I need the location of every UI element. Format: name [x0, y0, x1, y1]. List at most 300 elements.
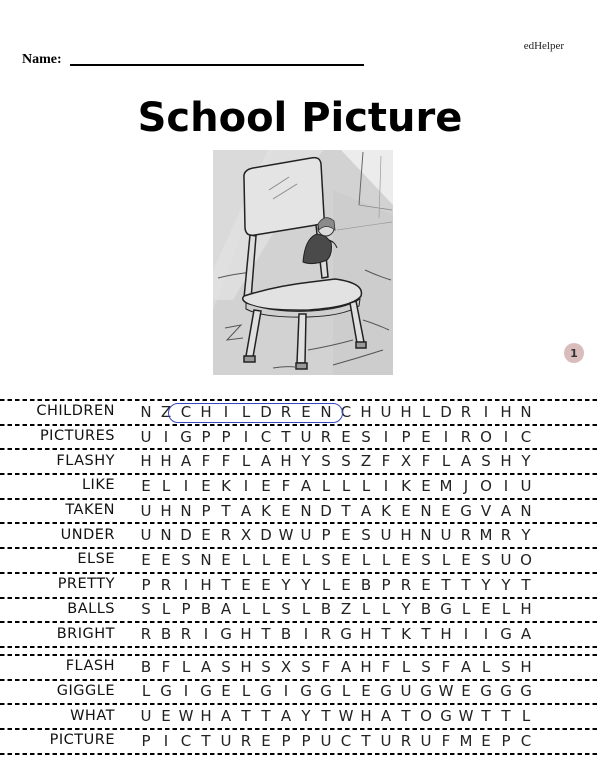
letter-cell: G: [200, 682, 212, 701]
letter-cell: H: [360, 657, 372, 676]
letter-cell: C: [180, 402, 192, 421]
letter-cell: E: [361, 682, 371, 701]
letter-cell: R: [320, 427, 332, 446]
word-label: TAKEN: [65, 502, 115, 519]
letter-cell: F: [441, 731, 451, 750]
letter-cell: N: [200, 550, 212, 569]
letter-cell: T: [261, 625, 271, 644]
letter-cell: R: [240, 731, 252, 750]
letter-cell: L: [241, 682, 251, 701]
word-label: GIGGLE: [56, 682, 115, 699]
letter-cell: Y: [481, 575, 491, 594]
letter-cell: A: [300, 476, 312, 495]
letter-cell: I: [223, 402, 229, 421]
letter-cell: L: [241, 402, 251, 421]
letter-cell: K: [381, 501, 391, 520]
letter-cell: Y: [301, 452, 311, 471]
letter-cell: D: [320, 501, 332, 520]
letter-cell: G: [520, 682, 532, 701]
letter-cell: P: [181, 600, 191, 619]
page-number-badge: 1: [564, 343, 584, 363]
letter-cell: A: [340, 657, 352, 676]
letter-cell: U: [220, 731, 232, 750]
letter-cell: T: [221, 501, 231, 520]
word-search-row: [0, 424, 600, 449]
letter-cell: S: [141, 600, 151, 619]
letter-cell: D: [260, 402, 272, 421]
letter-cell: T: [481, 707, 491, 726]
word-search-row: [0, 522, 600, 547]
letter-cell: K: [261, 501, 271, 520]
letter-cell: E: [481, 731, 491, 750]
word-search-row: [0, 547, 600, 572]
letter-cell: L: [341, 682, 351, 701]
letter-cell: E: [261, 476, 271, 495]
letter-cell: I: [243, 427, 249, 446]
letter-cell: A: [220, 707, 232, 726]
letter-cell: A: [260, 452, 272, 471]
letter-cell: R: [460, 526, 472, 545]
name-row: [22, 52, 364, 68]
letter-cell: T: [521, 575, 531, 594]
word-search-row: [0, 448, 600, 473]
letter-cell: G: [440, 707, 452, 726]
letter-cell: U: [400, 682, 412, 701]
letter-cell: S: [321, 452, 331, 471]
letter-cell: U: [320, 731, 332, 750]
letter-cell: P: [501, 731, 511, 750]
word-search-row: [0, 679, 600, 704]
letters-row: [136, 551, 536, 569]
letter-cell: I: [183, 682, 189, 701]
letter-cell: S: [421, 550, 431, 569]
word-label: LIKE: [81, 477, 115, 494]
letter-cell: G: [420, 682, 432, 701]
letter-cell: G: [340, 625, 352, 644]
letter-cell: U: [380, 731, 392, 750]
letter-cell: R: [400, 731, 412, 750]
letter-cell: E: [281, 501, 291, 520]
letter-cell: A: [240, 501, 252, 520]
letter-cell: N: [180, 501, 192, 520]
letter-cell: E: [421, 575, 431, 594]
letter-cell: M: [479, 526, 493, 545]
letter-cell: I: [183, 476, 189, 495]
letter-cell: T: [201, 731, 211, 750]
word-search-row: [0, 728, 600, 753]
letter-cell: I: [483, 402, 489, 421]
letter-cell: E: [341, 550, 351, 569]
letter-cell: C: [520, 427, 532, 446]
letter-cell: T: [501, 707, 511, 726]
letter-cell: L: [261, 600, 271, 619]
letter-cell: L: [361, 476, 371, 495]
letters-row: [136, 732, 536, 750]
letter-cell: U: [440, 526, 452, 545]
letter-cell: L: [401, 657, 411, 676]
letter-cell: P: [201, 427, 211, 446]
letter-cell: I: [483, 625, 489, 644]
letter-cell: W: [338, 707, 354, 726]
letter-cell: S: [301, 657, 311, 676]
letter-cell: U: [300, 526, 312, 545]
letter-cell: S: [261, 657, 271, 676]
letters-row: [136, 625, 536, 643]
letter-cell: T: [401, 707, 411, 726]
letter-cell: S: [361, 427, 371, 446]
letter-cell: G: [180, 427, 192, 446]
letter-cell: L: [241, 600, 251, 619]
letter-cell: G: [460, 501, 472, 520]
letter-cell: O: [480, 476, 492, 495]
letter-cell: L: [361, 600, 371, 619]
letter-cell: L: [241, 550, 251, 569]
letter-cell: L: [261, 550, 271, 569]
letter-cell: F: [161, 657, 171, 676]
letter-cell: L: [321, 476, 331, 495]
letter-cell: P: [201, 501, 211, 520]
letter-cell: E: [281, 550, 291, 569]
letter-cell: E: [341, 526, 351, 545]
word-label: BRIGHT: [56, 625, 115, 642]
page-title: School Picture: [137, 95, 463, 141]
letter-cell: R: [460, 402, 472, 421]
letter-cell: A: [380, 707, 392, 726]
letter-cell: M: [459, 731, 473, 750]
letter-cell: E: [461, 550, 471, 569]
letters-row: [136, 403, 536, 421]
letters-row: [136, 707, 536, 725]
letter-cell: R: [320, 625, 332, 644]
letter-cell: K: [401, 625, 411, 644]
word-search-row: [0, 597, 600, 622]
letter-cell: G: [500, 625, 512, 644]
letter-cell: I: [443, 427, 449, 446]
letter-cell: L: [501, 600, 511, 619]
letter-cell: L: [241, 452, 251, 471]
letter-cell: E: [241, 575, 251, 594]
name-input-line[interactable]: [70, 63, 364, 66]
letter-cell: E: [341, 427, 351, 446]
letter-cell: L: [481, 657, 491, 676]
letter-cell: P: [321, 526, 331, 545]
word-search-row: [0, 621, 600, 646]
letter-cell: L: [361, 550, 371, 569]
letter-cell: E: [481, 600, 491, 619]
letter-cell: E: [261, 731, 271, 750]
word-search-row: [0, 703, 600, 728]
letter-cell: H: [200, 575, 212, 594]
letter-cell: L: [161, 476, 171, 495]
letter-cell: X: [280, 657, 292, 676]
word-label: ELSE: [77, 551, 115, 568]
letter-cell: Z: [360, 452, 372, 471]
letter-cell: W: [278, 526, 294, 545]
letter-cell: T: [221, 575, 231, 594]
letter-cell: F: [221, 452, 231, 471]
letter-cell: E: [201, 476, 211, 495]
letter-cell: H: [200, 707, 212, 726]
letter-cell: A: [360, 501, 372, 520]
letter-cell: S: [281, 600, 291, 619]
letter-cell: S: [481, 452, 491, 471]
letter-cell: B: [280, 625, 292, 644]
letter-cell: E: [401, 550, 411, 569]
letter-cell: W: [458, 707, 474, 726]
letter-cell: F: [421, 452, 431, 471]
letter-cell: O: [420, 707, 432, 726]
letter-cell: I: [163, 731, 169, 750]
letter-cell: F: [321, 657, 331, 676]
letter-cell: E: [221, 550, 231, 569]
letter-cell: E: [201, 526, 211, 545]
letter-cell: L: [441, 550, 451, 569]
letter-cell: U: [140, 427, 152, 446]
letter-cell: E: [421, 476, 431, 495]
found-word-outline: [168, 403, 343, 423]
letter-cell: L: [381, 550, 391, 569]
letter-cell: B: [320, 600, 332, 619]
letter-cell: N: [300, 501, 312, 520]
letter-cell: Y: [301, 707, 311, 726]
letter-cell: U: [520, 476, 532, 495]
puzzle-group: [0, 654, 600, 755]
letter-cell: O: [480, 427, 492, 446]
letter-cell: I: [303, 625, 309, 644]
letter-cell: E: [221, 682, 231, 701]
letter-cell: S: [181, 550, 191, 569]
letter-cell: L: [441, 452, 451, 471]
letters-row: [136, 576, 536, 594]
letter-cell: B: [360, 575, 372, 594]
letter-cell: H: [500, 452, 512, 471]
name-label: Name:: [22, 52, 62, 67]
letter-cell: H: [360, 625, 372, 644]
letter-cell: O: [520, 550, 532, 569]
letter-cell: H: [360, 402, 372, 421]
word-search-row: [0, 399, 600, 424]
letter-cell: A: [460, 452, 472, 471]
letter-cell: D: [440, 402, 452, 421]
letter-cell: H: [280, 452, 292, 471]
word-search-row: [0, 572, 600, 597]
letter-cell: Y: [401, 600, 411, 619]
letter-cell: H: [240, 657, 252, 676]
letter-cell: E: [461, 682, 471, 701]
letter-cell: R: [160, 575, 172, 594]
letter-cell: Z: [160, 402, 172, 421]
word-label: BALLS: [67, 600, 115, 617]
word-label: PICTURE: [49, 732, 115, 749]
letter-cell: I: [503, 476, 509, 495]
letter-cell: W: [438, 682, 454, 701]
letter-cell: P: [141, 575, 151, 594]
letter-cell: L: [461, 600, 471, 619]
letter-cell: R: [140, 625, 152, 644]
letter-cell: H: [400, 526, 412, 545]
word-label: FLASHY: [56, 452, 115, 469]
letter-cell: C: [260, 427, 272, 446]
letter-cell: H: [360, 707, 372, 726]
letter-cell: R: [500, 526, 512, 545]
letter-cell: C: [180, 731, 192, 750]
letter-cell: F: [281, 476, 291, 495]
letter-cell: R: [400, 575, 412, 594]
letter-cell: A: [460, 657, 472, 676]
letter-cell: T: [361, 731, 371, 750]
letter-cell: K: [221, 476, 231, 495]
letter-cell: F: [381, 452, 391, 471]
letter-cell: I: [383, 476, 389, 495]
letter-cell: Y: [301, 575, 311, 594]
letters-row: [136, 682, 536, 700]
letters-row: [136, 600, 536, 618]
word-label: WHAT: [70, 707, 115, 724]
letter-cell: X: [240, 526, 252, 545]
letter-cell: T: [341, 501, 351, 520]
letter-cell: N: [420, 501, 432, 520]
letter-cell: B: [420, 600, 432, 619]
word-search-row: [0, 473, 600, 498]
letter-cell: H: [200, 402, 212, 421]
letter-cell: U: [300, 427, 312, 446]
letter-cell: W: [178, 707, 194, 726]
letter-cell: P: [281, 731, 291, 750]
letter-cell: I: [383, 427, 389, 446]
letter-cell: U: [380, 526, 392, 545]
letter-cell: E: [441, 501, 451, 520]
letter-cell: K: [401, 476, 411, 495]
letter-cell: A: [520, 625, 532, 644]
letter-cell: L: [301, 600, 311, 619]
letter-cell: A: [500, 501, 512, 520]
letter-cell: F: [201, 452, 211, 471]
letter-cell: A: [200, 657, 212, 676]
letter-cell: G: [260, 682, 272, 701]
letter-cell: L: [321, 575, 331, 594]
word-search-puzzle: [0, 399, 600, 755]
letter-cell: H: [440, 625, 452, 644]
letter-cell: S: [341, 452, 351, 471]
letter-cell: S: [501, 657, 511, 676]
letter-cell: C: [340, 731, 352, 750]
letter-cell: U: [140, 501, 152, 520]
letter-cell: L: [521, 707, 531, 726]
letter-cell: H: [520, 657, 532, 676]
letter-cell: L: [181, 657, 191, 676]
letter-cell: L: [161, 600, 171, 619]
letter-cell: H: [160, 501, 172, 520]
letter-cell: N: [140, 402, 152, 421]
letter-cell: S: [221, 657, 231, 676]
letter-cell: C: [520, 731, 532, 750]
letter-cell: I: [503, 427, 509, 446]
letters-row: [136, 428, 536, 446]
letter-cell: U: [500, 550, 512, 569]
letter-cell: R: [460, 427, 472, 446]
letter-cell: U: [420, 731, 432, 750]
letters-row: [136, 526, 536, 544]
letters-row: [136, 502, 536, 520]
word-label: PICTURES: [39, 428, 115, 445]
letter-cell: E: [421, 427, 431, 446]
letter-cell: E: [301, 402, 311, 421]
letter-cell: S: [321, 550, 331, 569]
letter-cell: H: [400, 402, 412, 421]
letter-cell: H: [520, 600, 532, 619]
letter-cell: R: [220, 526, 232, 545]
letter-cell: R: [180, 625, 192, 644]
letter-cell: N: [320, 402, 332, 421]
word-search-row: [0, 498, 600, 523]
letter-cell: Y: [281, 575, 291, 594]
letter-cell: E: [141, 550, 151, 569]
letter-cell: E: [261, 575, 271, 594]
letter-cell: G: [300, 682, 312, 701]
letter-cell: P: [141, 731, 151, 750]
letter-cell: G: [500, 682, 512, 701]
letter-cell: S: [481, 550, 491, 569]
letter-cell: D: [260, 526, 272, 545]
letter-cell: Z: [340, 600, 352, 619]
letter-cell: V: [480, 501, 492, 520]
letter-cell: P: [221, 427, 231, 446]
letter-cell: E: [161, 550, 171, 569]
letter-cell: H: [500, 402, 512, 421]
letter-cell: S: [421, 657, 431, 676]
letter-cell: E: [401, 501, 411, 520]
letter-cell: N: [160, 526, 172, 545]
letter-cell: Y: [521, 526, 531, 545]
letter-cell: X: [400, 452, 412, 471]
letter-cell: H: [240, 625, 252, 644]
letter-cell: T: [421, 625, 431, 644]
letter-cell: R: [280, 402, 292, 421]
letter-cell: Y: [521, 452, 531, 471]
word-label: PRETTY: [57, 576, 115, 593]
letters-row: [136, 452, 536, 470]
letter-cell: B: [160, 625, 172, 644]
letter-cell: G: [160, 682, 172, 701]
letter-cell: I: [203, 625, 209, 644]
letter-cell: A: [280, 707, 292, 726]
letter-cell: B: [140, 657, 152, 676]
letter-cell: T: [381, 625, 391, 644]
letter-cell: N: [520, 501, 532, 520]
letter-cell: A: [180, 452, 192, 471]
worksheet-illustration: [213, 150, 393, 375]
letters-row: [136, 658, 536, 676]
letter-cell: G: [440, 600, 452, 619]
letter-cell: L: [341, 476, 351, 495]
letter-cell: T: [241, 707, 251, 726]
letter-cell: A: [220, 600, 232, 619]
letter-cell: F: [441, 657, 451, 676]
letter-cell: T: [281, 427, 291, 446]
letter-cell: F: [381, 657, 391, 676]
letter-cell: I: [283, 682, 289, 701]
letter-cell: E: [141, 476, 151, 495]
letter-cell: L: [141, 682, 151, 701]
letter-cell: P: [381, 575, 391, 594]
letter-cell: T: [321, 707, 331, 726]
letter-cell: I: [163, 427, 169, 446]
letter-cell: Y: [501, 575, 511, 594]
letter-cell: S: [361, 526, 371, 545]
letter-cell: E: [341, 575, 351, 594]
letter-cell: G: [380, 682, 392, 701]
letter-cell: J: [463, 476, 469, 495]
